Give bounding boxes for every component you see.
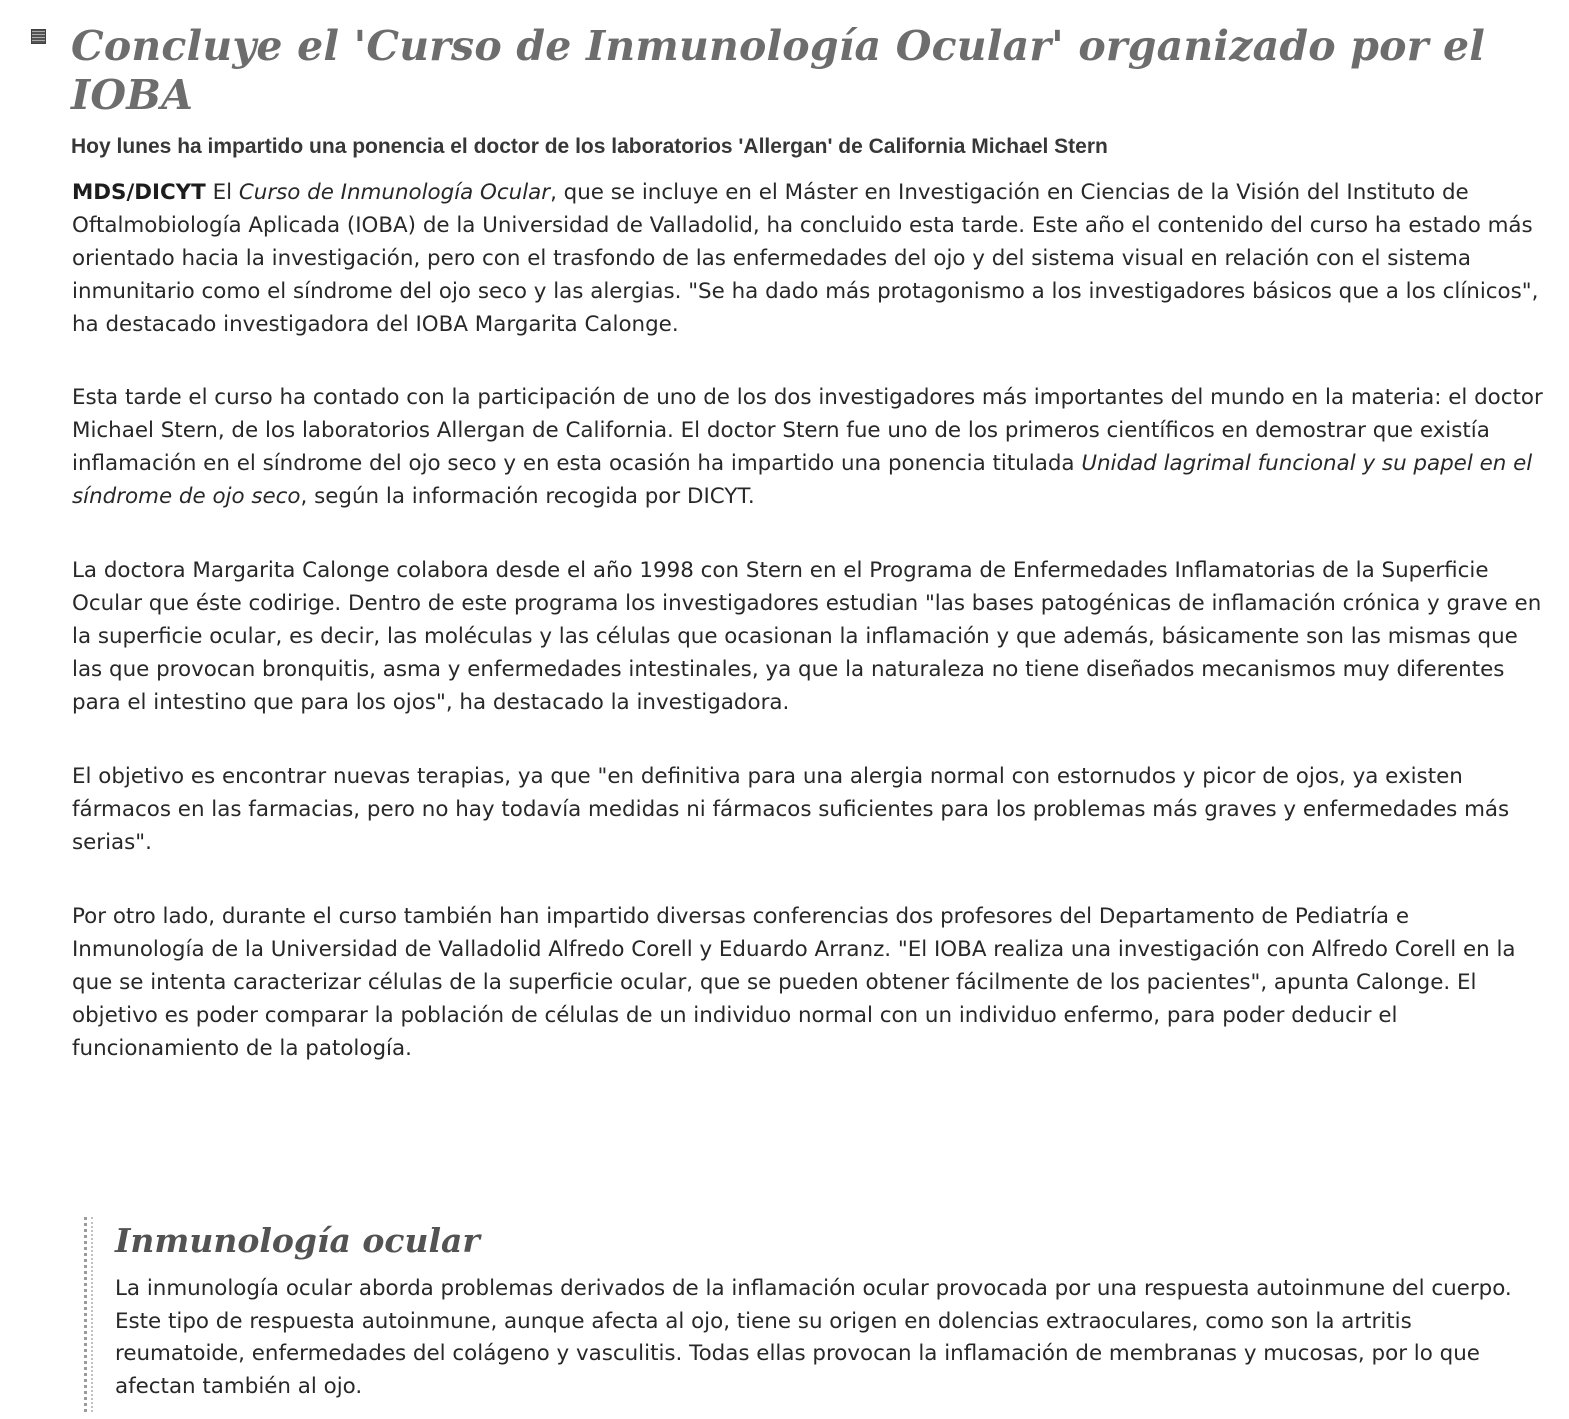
subheadline: Hoy lunes ha impartido una ponencia el doctor de los laboratorios 'Allergan' de California Michael Stern [71, 135, 1108, 158]
paragraph-5: Por otro lado, durante el curso también han impartido diversas conferencias dos profesores del Departamento de Pediatría e Inmunología de la Universidad de Valladolid Alfredo Corell y Eduardo Arranz. "El IOBA realiza una investigación con Alfredo Corell en la que se intenta caracterizar células de la superficie ocular, que se pueden obtener fácilmente de los pacientes", apunta Calonge. El objetivo es poder comparar la población de células de un individuo normal con un individuo enfermo, para poder deducir el funcionamiento de la patología. [72, 904, 1516, 1061]
sidebar-box [84, 1217, 1544, 1412]
byline: MDS/DICYT [72, 180, 206, 205]
paragraph-4: El objetivo es encontrar nuevas terapias, ya que "en definitiva para una alergia normal con estornudos y picor de ojos, ya existen fármacos en las farmacias, pero no hay todavía medidas ni fármacos suficientes para los problemas más graves y enfermedades más serias". [72, 764, 1510, 855]
paragraph-1-text-a: El [205, 180, 239, 205]
article-body [72, 176, 1547, 1106]
square-bullet-icon [31, 29, 46, 44]
paragraph-2-text-b: , según la información recogida por DICYT. [300, 484, 755, 509]
paragraph-2-text-a: Esta tarde el curso ha contado con la participación de uno de los dos investigadores más importantes del mundo en la materia: el doctor Michael Stern, de los laboratorios Allergan de California. El doctor Stern fue uno de los primeros científicos en demostrar que existía inflamación en el síndrome del ojo seco y en esta ocasión ha impartido una ponencia titulada [72, 385, 1543, 476]
paragraph-2 [72, 381, 1547, 513]
sidebar-title: Inmunología ocular [115, 1221, 480, 1260]
paragraph-3: La doctora Margarita Calonge colabora desde el año 1998 con Stern en el Programa de Enfermedades Inflamatorias de la Superficie Ocular que éste codirige. Dentro de este programa los investigadores estudian "las bases patogénicas de inflamación crónica y grave en la superficie ocular, es decir, las moléculas y las células que ocasionan la inflamación y que además, básicamente son las mismas que las que provocan bronquitis, asma y enfermedades intestinales, ya que la naturaleza no tiene diseñados mecanismos muy diferentes para el intestino que para los ojos", ha destacado la investigadora. [72, 558, 1542, 715]
lecture-title: Unidad lagrimal funcional y su papel en el síndrome de ojo seco [72, 451, 1533, 509]
headline: Concluye el 'Curso de Inmunología Ocular' organizado por el IOBA [71, 22, 1486, 119]
course-name: Curso de Inmunología Ocular [238, 180, 551, 205]
paragraph-1 [72, 176, 1547, 341]
paragraph-1-text-b: , que se incluye en el Máster en Investigación en Ciencias de la Visión del Instituto de Oftalmobiología Aplicada (IOBA) de la Universidad de Valladolid, ha concluido esta tarde. Este año el contenido del curso ha estado más orientado hacia la investigación, pero con el trasfondo de las enfermedades del ojo y del sistema visual en relación con el sistema inmunitario como el síndrome del ojo seco y las alergias. "Se ha dado más protagonismo a los investigadores básicos que a los clínicos", ha destacado investigadora del IOBA Margarita Calonge. [72, 180, 1539, 337]
sidebar-text: La inmunología ocular aborda problemas derivados de la inflamación ocular provocada por una respuesta autoinmune del cuerpo. Este tipo de respuesta autoinmune, aunque afecta al ojo, tiene su origen en dolencias extraoculares, como son la artritis reumatoide, enfermedades del colágeno y vasculitis. Todas ellas provocan la inflamación de membranas y mucosas, por lo que afectan también al ojo. [115, 1276, 1512, 1399]
